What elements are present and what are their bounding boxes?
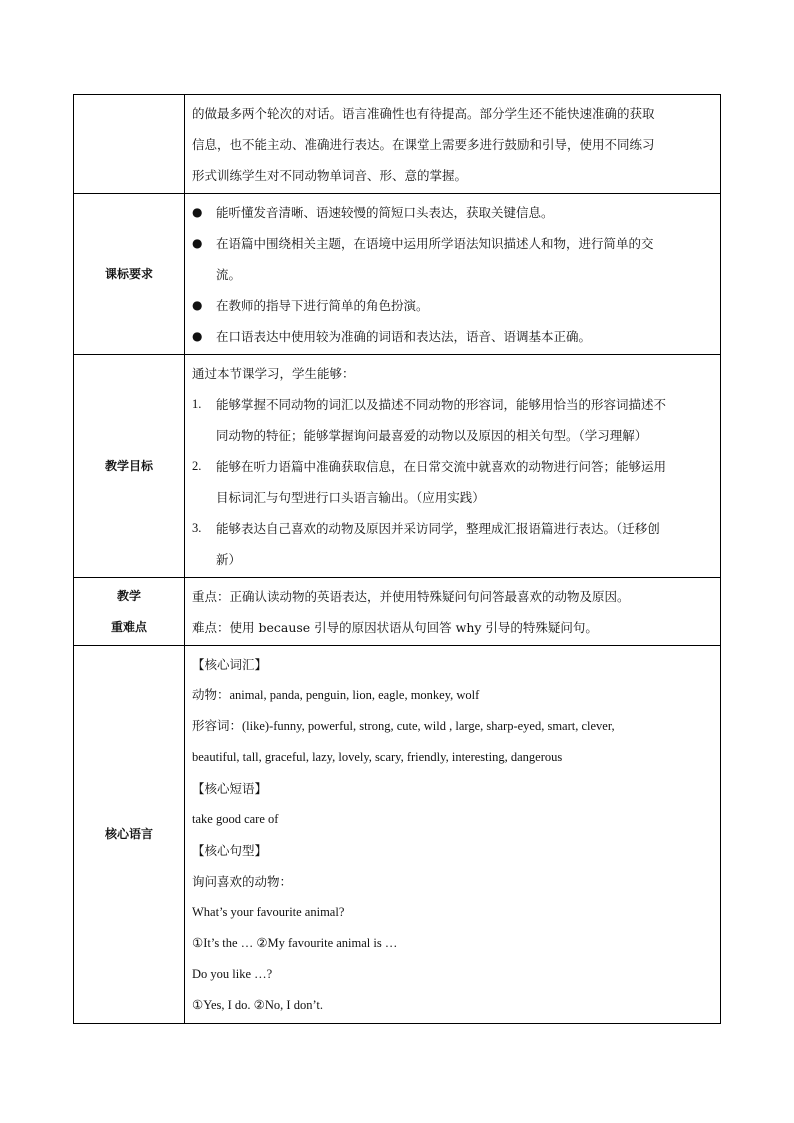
sentence-line: What’s your favourite animal?: [192, 905, 345, 919]
continued-text: [185, 95, 721, 194]
item-text: 能够表达自己喜欢的动物及原因并采访同学，整理成汇报语篇进行表达。（迁移创: [216, 521, 660, 536]
list-item: [192, 451, 714, 482]
key-points-content: [185, 578, 721, 646]
bullet-text: [216, 228, 654, 290]
text-line: 的做最多两个轮次的对话。语言准确性也有待提高。部分学生还不能快速准确的获取: [192, 106, 655, 121]
item-text: 能够掌握不同动物的词汇以及描述不同动物的形容词，能够用恰当的形容词描述不: [216, 397, 667, 412]
item-text: 能够在听力语篇中准确获取信息，在日常交流中就喜欢的动物进行问答；能够运用: [216, 459, 667, 474]
table-row-objectives: [74, 355, 721, 578]
objectives-intro: 通过本节课学习，学生能够：: [192, 366, 355, 381]
label-line: 重难点: [110, 619, 147, 634]
label-line: 教学: [116, 588, 141, 603]
objectives-content: [185, 355, 721, 578]
row-label-objectives: 教学目标: [74, 355, 185, 578]
bullet-dot-icon: ●: [192, 329, 203, 343]
bullet-text: 能听懂发音清晰、语速较慢的简短口头表达，获取关键信息。: [216, 205, 554, 220]
list-item: [192, 389, 714, 420]
section-heading: 【核心句型】: [192, 843, 268, 858]
standards-content: [185, 194, 721, 355]
list-item: [192, 321, 714, 352]
core-language-content: [185, 646, 721, 1024]
sentence-line: ①Yes, I do. ②No, I don’t.: [192, 998, 323, 1012]
table-row-key-points: [74, 578, 721, 646]
row-label-standards: 课标要求: [74, 194, 185, 355]
row-label-key-points: [74, 578, 185, 646]
section-heading: 【核心短语】: [192, 781, 268, 796]
item-number: 2.: [192, 459, 202, 473]
sentence-line: Do you like …?: [192, 967, 273, 981]
bullet-text: 在教师的指导下进行简单的角色扮演。: [216, 298, 429, 313]
list-item: [192, 513, 714, 544]
bullet-text: 在口语表达中使用较为准确的词语和表达法，语音、语调基本正确。: [216, 329, 592, 344]
row-label-core-language: 核心语言: [74, 646, 185, 1024]
list-item: [192, 228, 714, 290]
text-line: 信息，也不能主动、准确进行表达。在课堂上需要多进行鼓励和引导，使用不同练习: [192, 137, 655, 152]
sentence-line: ①It’s the … ②My favourite animal is …: [192, 936, 398, 950]
bullet-dot-icon: ●: [192, 205, 203, 219]
item-number: 3.: [192, 521, 202, 535]
table-row-standards: [74, 194, 721, 355]
lesson-plan-table: [73, 94, 721, 1024]
table-row-core-language: [74, 646, 721, 1024]
bullet-text-line: 在语篇中围绕相关主题，在语境中运用所学语法知识描述人和物，进行简单的交: [216, 236, 654, 251]
bullet-text-line: 流。: [216, 267, 242, 282]
text-line: 形式训练学生对不同动物单词音、形、意的掌握。: [192, 168, 468, 183]
vocab-adjectives-cont: beautiful, tall, graceful, lazy, lovely, scary, friendly, interesting, dangerous: [192, 750, 563, 764]
vocab-animals: 动物：animal, panda, penguin, lion, eagle, monkey, wolf: [192, 688, 480, 702]
bullet-dot-icon: ●: [192, 236, 203, 250]
vocab-adjectives: 形容词：(like)-funny, powerful, strong, cute, wild , large, sharp-eyed, smart, clever,: [192, 719, 615, 733]
bullet-dot-icon: ●: [192, 298, 203, 312]
section-heading: 【核心词汇】: [192, 657, 268, 672]
phrase-line: take good care of: [192, 812, 279, 826]
item-text-cont: 目标词汇与句型进行口头语言输出。（应用实践）: [216, 490, 485, 505]
item-text-cont: 新）: [216, 552, 242, 567]
difficult-point-line: 难点：使用 because 引导的原因状语从句回答 why 引导的特殊疑问句。: [192, 620, 598, 635]
sentence-pattern-title: 询问喜欢的动物：: [192, 874, 293, 889]
list-item: [192, 290, 714, 321]
row-label-empty: [74, 95, 185, 194]
item-text-cont: 同动物的特征；能够掌握询问最喜爱的动物以及原因的相关句型。（学习理解）: [216, 428, 648, 443]
table-row-continued: [74, 95, 721, 194]
list-item: [192, 197, 714, 228]
key-point-line: 重点：正确认读动物的英语表达，并使用特殊疑问句问答最喜欢的动物及原因。: [192, 589, 630, 604]
item-number: 1.: [192, 397, 202, 411]
